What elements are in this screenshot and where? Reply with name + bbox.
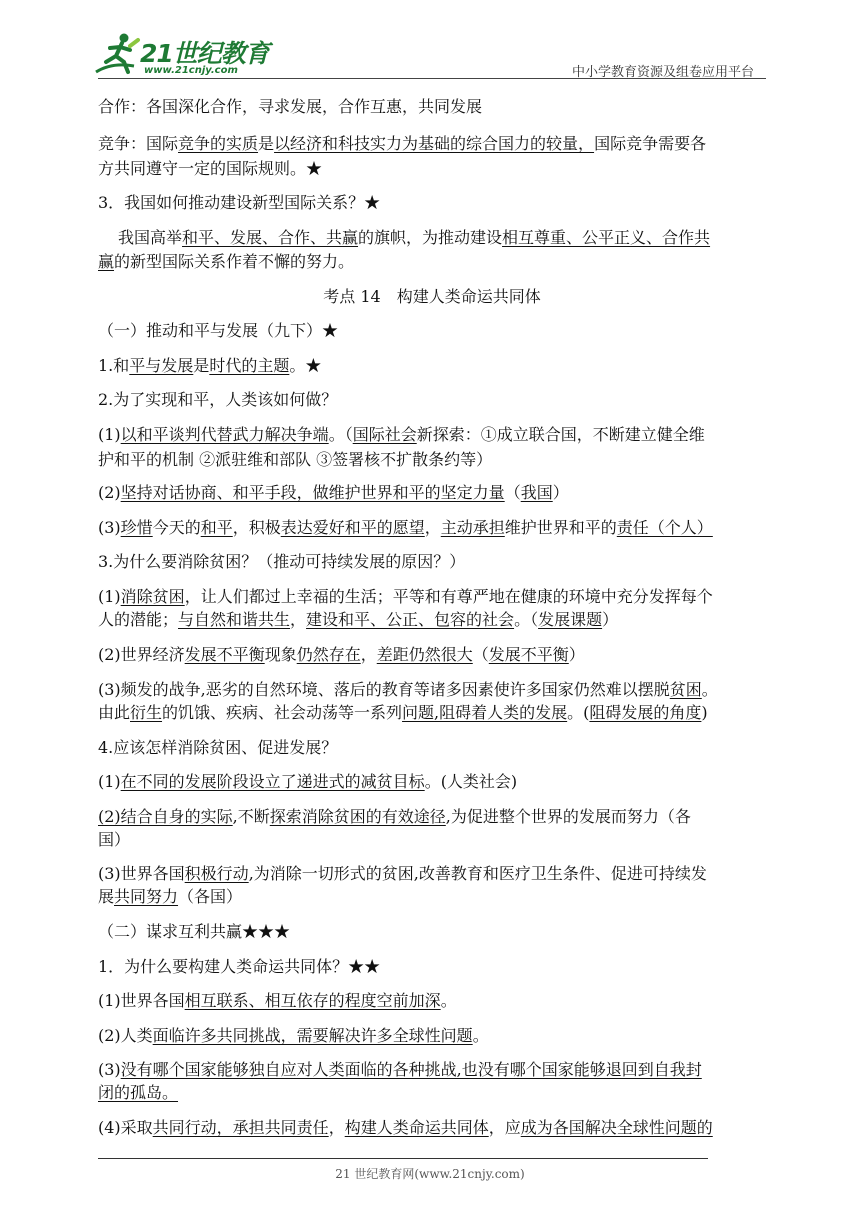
text-line [98, 702, 708, 724]
text-line [98, 1082, 178, 1104]
key-point: 构建人类命运共同体 [344, 1118, 489, 1137]
text-line [98, 863, 707, 885]
key-point: 阻碍发展的角度 [589, 703, 702, 722]
logo-url: www.21cnjy.com [144, 65, 238, 76]
text-span: (1) [98, 772, 121, 791]
text-span: 4.应该怎样消除贫困、促进发展？ [98, 738, 338, 757]
text-span: 的旗帜，为推动建设 [358, 228, 503, 247]
text-line [98, 389, 337, 411]
text-line [98, 829, 130, 851]
key-point: 共同行动，承担共同责任 [152, 1118, 329, 1137]
text-span: 是 [193, 356, 210, 375]
text-span: (1) [98, 587, 121, 606]
text-span: 1.和 [98, 356, 130, 375]
text-line [118, 227, 710, 249]
text-line [98, 679, 718, 701]
text-span: 。（ [514, 610, 539, 629]
text-span: (3) [98, 1060, 121, 1079]
text-span: 今天的 [152, 518, 201, 537]
key-point: (2)结合自身的实际 [98, 807, 233, 826]
text-span: (3)世界各国 [98, 864, 185, 883]
text-span: (2) [98, 483, 121, 502]
key-point: 责任（个人） [616, 518, 713, 537]
text-line [98, 424, 705, 446]
text-span: ,为促进整个世界的发展而努力（各 [445, 807, 691, 826]
text-line [98, 1025, 489, 1047]
text-span: 合作：各国深化合作，寻求发展，合作互惠，共同发展 [98, 97, 483, 116]
key-point: 建设和平、公正、包容的社会 [306, 610, 515, 629]
text-span: 展 [98, 887, 115, 906]
platform-name: 中小学教育资源及组卷应用平台 [571, 65, 754, 80]
key-point: 积极行动 [184, 864, 249, 883]
text-span: 考点 14 构建人类命运共同体 [323, 287, 541, 306]
text-span: (2)人类 [98, 1026, 153, 1045]
text-span: 1．为什么要构建人类命运共同体？★★ [98, 957, 381, 976]
key-point: 以和平谈判代替武力解决争端 [120, 425, 329, 444]
key-point: 和平、发展、合作、共赢 [182, 228, 359, 247]
text-span: ） [602, 610, 619, 629]
text-span: ， [360, 645, 377, 664]
text-span: (4)采取 [98, 1118, 153, 1137]
text-span: （ [472, 645, 489, 664]
text-span: (1)世界各国 [98, 991, 185, 1010]
site-logo [94, 32, 269, 82]
key-point: 我国 [520, 483, 553, 502]
text-span: 3．我国如何推动建设新型国际关系？★ [98, 193, 381, 212]
text-line [98, 737, 337, 759]
key-point: 探索消除贫困的有效途径 [269, 807, 446, 826]
text-span: 。（ [328, 425, 353, 444]
text-line [98, 96, 482, 118]
text-line [98, 192, 380, 214]
text-span: ， [290, 610, 307, 629]
key-point: 竞争的实质 [178, 134, 259, 153]
text-span: ,不断 [232, 807, 270, 826]
key-point: 发展不平衡 [488, 645, 569, 664]
text-line [98, 551, 465, 573]
text-span: 。 [472, 1026, 489, 1045]
text-span: 竞争：国际 [98, 134, 179, 153]
text-span: 。(人类社会) [424, 772, 518, 791]
text-span: 方共同遵守一定的国际规则。★ [98, 159, 323, 178]
footer-divider [98, 1158, 708, 1159]
text-span: （ [504, 483, 521, 502]
text-span: 。★ [289, 356, 322, 375]
text-span: 维护世界和平的 [504, 518, 617, 537]
key-point: 主动承担 [440, 518, 505, 537]
header-divider [98, 78, 766, 79]
text-span: 现象 [264, 645, 297, 664]
text-span: 2.为了实现和平，人类该如何做？ [98, 390, 338, 409]
key-point: 仍然存在 [296, 645, 361, 664]
text-line [98, 482, 569, 504]
text-line [98, 609, 618, 631]
text-line [98, 251, 354, 273]
text-span: 新探索：①成立联合国，不断建立健全维 [416, 425, 705, 444]
key-point: 消除贫困 [120, 587, 185, 606]
text-span: ， [328, 1118, 345, 1137]
key-point: 赢 [98, 252, 115, 271]
text-span: 。 [440, 991, 457, 1010]
text-span: (1) [98, 425, 121, 444]
text-line [98, 1059, 702, 1081]
text-span: ，让人们都过上幸福的生活；平等和有尊严地在健康的环境中充分发挥每个 [184, 587, 713, 606]
runner-logo-icon [94, 32, 144, 78]
key-point: 珍惜 [120, 518, 153, 537]
text-span: 3.为什么要消除贫困？（推动可持续发展的原因？） [98, 552, 466, 571]
page-header [0, 0, 860, 86]
text-span: 的饥饿、疾病、社会动荡等一系列 [162, 703, 403, 722]
page-footer: 21 世纪教育网(www.21cnjy.com) [335, 1167, 525, 1181]
key-point: 面临许多共同挑战，需要解决许多全球性问题 [152, 1026, 473, 1045]
text-line [98, 517, 713, 539]
text-span: 。( [567, 703, 590, 722]
text-line [98, 158, 322, 180]
text-span: （二）谋求互利共赢★★★ [98, 922, 291, 941]
text-span: （各国） [178, 887, 243, 906]
text-line [98, 586, 713, 608]
key-point: 国际社会 [352, 425, 417, 444]
key-point: 相互尊重、公平正义、合作共 [502, 228, 711, 247]
text-span: ， [424, 518, 441, 537]
logo-text: 21世纪教育 [140, 39, 269, 68]
text-span: ，应 [488, 1118, 521, 1137]
text-span: ,为消除一切形式的贫困,改善教育和医疗卫生条件、促进可持续发 [248, 864, 707, 883]
key-point: 贫困 [669, 680, 702, 699]
section-heading [98, 286, 766, 308]
key-point: 时代的主题 [209, 356, 290, 375]
key-point: 发展不平衡 [184, 645, 265, 664]
text-span: 我国高举 [118, 228, 183, 247]
key-point: 表达爱好和平的愿望 [280, 518, 425, 537]
key-point: 发展课题 [538, 610, 603, 629]
key-point: 共同努力 [114, 887, 179, 906]
key-point: 衍生 [130, 703, 163, 722]
key-point: 相互联系、相互依存的程度空前加深 [184, 991, 441, 1010]
key-point: 坚持对话协商、和平手段，做维护世界和平的坚定力量 [120, 483, 505, 502]
text-span: 人的潜能； [98, 610, 179, 629]
text-line [98, 806, 691, 828]
text-line [98, 921, 290, 943]
text-span: (2)世界经济 [98, 645, 185, 664]
text-span: ） [568, 645, 585, 664]
text-line [98, 644, 585, 666]
text-line [98, 956, 380, 978]
text-span: 护和平的机制 ②派驻维和部队 ③签署核不扩散条约等） [98, 450, 493, 469]
key-point: 问题,阻碍着人类的发展 [402, 703, 568, 722]
text-line [98, 449, 492, 471]
text-span: 国） [98, 830, 131, 849]
key-point: 和平 [200, 518, 233, 537]
text-line [98, 1117, 713, 1139]
key-point: 平与发展 [129, 356, 194, 375]
text-span: (3) [98, 518, 121, 537]
key-point: 没有哪个国家能够独自应对人类面临的各种挑战,也没有哪个国家能够退回到自我封 [120, 1060, 702, 1079]
text-span: 。 [701, 680, 718, 699]
text-span: 国际竞争需要各 [594, 134, 707, 153]
text-span: (3)频发的战争,恶劣的自然环境、落后的教育等诸多因素使许多国家仍然难以摆脱 [98, 680, 670, 699]
text-span: ) [701, 703, 708, 722]
text-line [98, 990, 457, 1012]
text-line [98, 320, 338, 342]
text-span: （一）推动和平与发展（九下）★ [98, 321, 339, 340]
text-line [98, 133, 706, 155]
text-line [98, 886, 242, 908]
key-point: 与自然和谐共生 [178, 610, 291, 629]
text-span: 是 [258, 134, 275, 153]
key-point: 以经济和科技实力为基础的综合国力的较量， [274, 134, 595, 153]
text-line [98, 771, 517, 793]
text-span: ） [552, 483, 569, 502]
key-point: 成为各国解决全球性问题的 [520, 1118, 713, 1137]
key-point: 闭的孤岛。 [98, 1083, 179, 1102]
key-point: 在不同的发展阶段设立了递进式的减贫目标 [120, 772, 425, 791]
text-span: 由此 [98, 703, 131, 722]
text-line [98, 355, 321, 377]
text-span: 的新型国际关系作着不懈的努力。 [114, 252, 355, 271]
key-point: 差距仍然很大 [376, 645, 473, 664]
text-span: ，积极 [232, 518, 281, 537]
